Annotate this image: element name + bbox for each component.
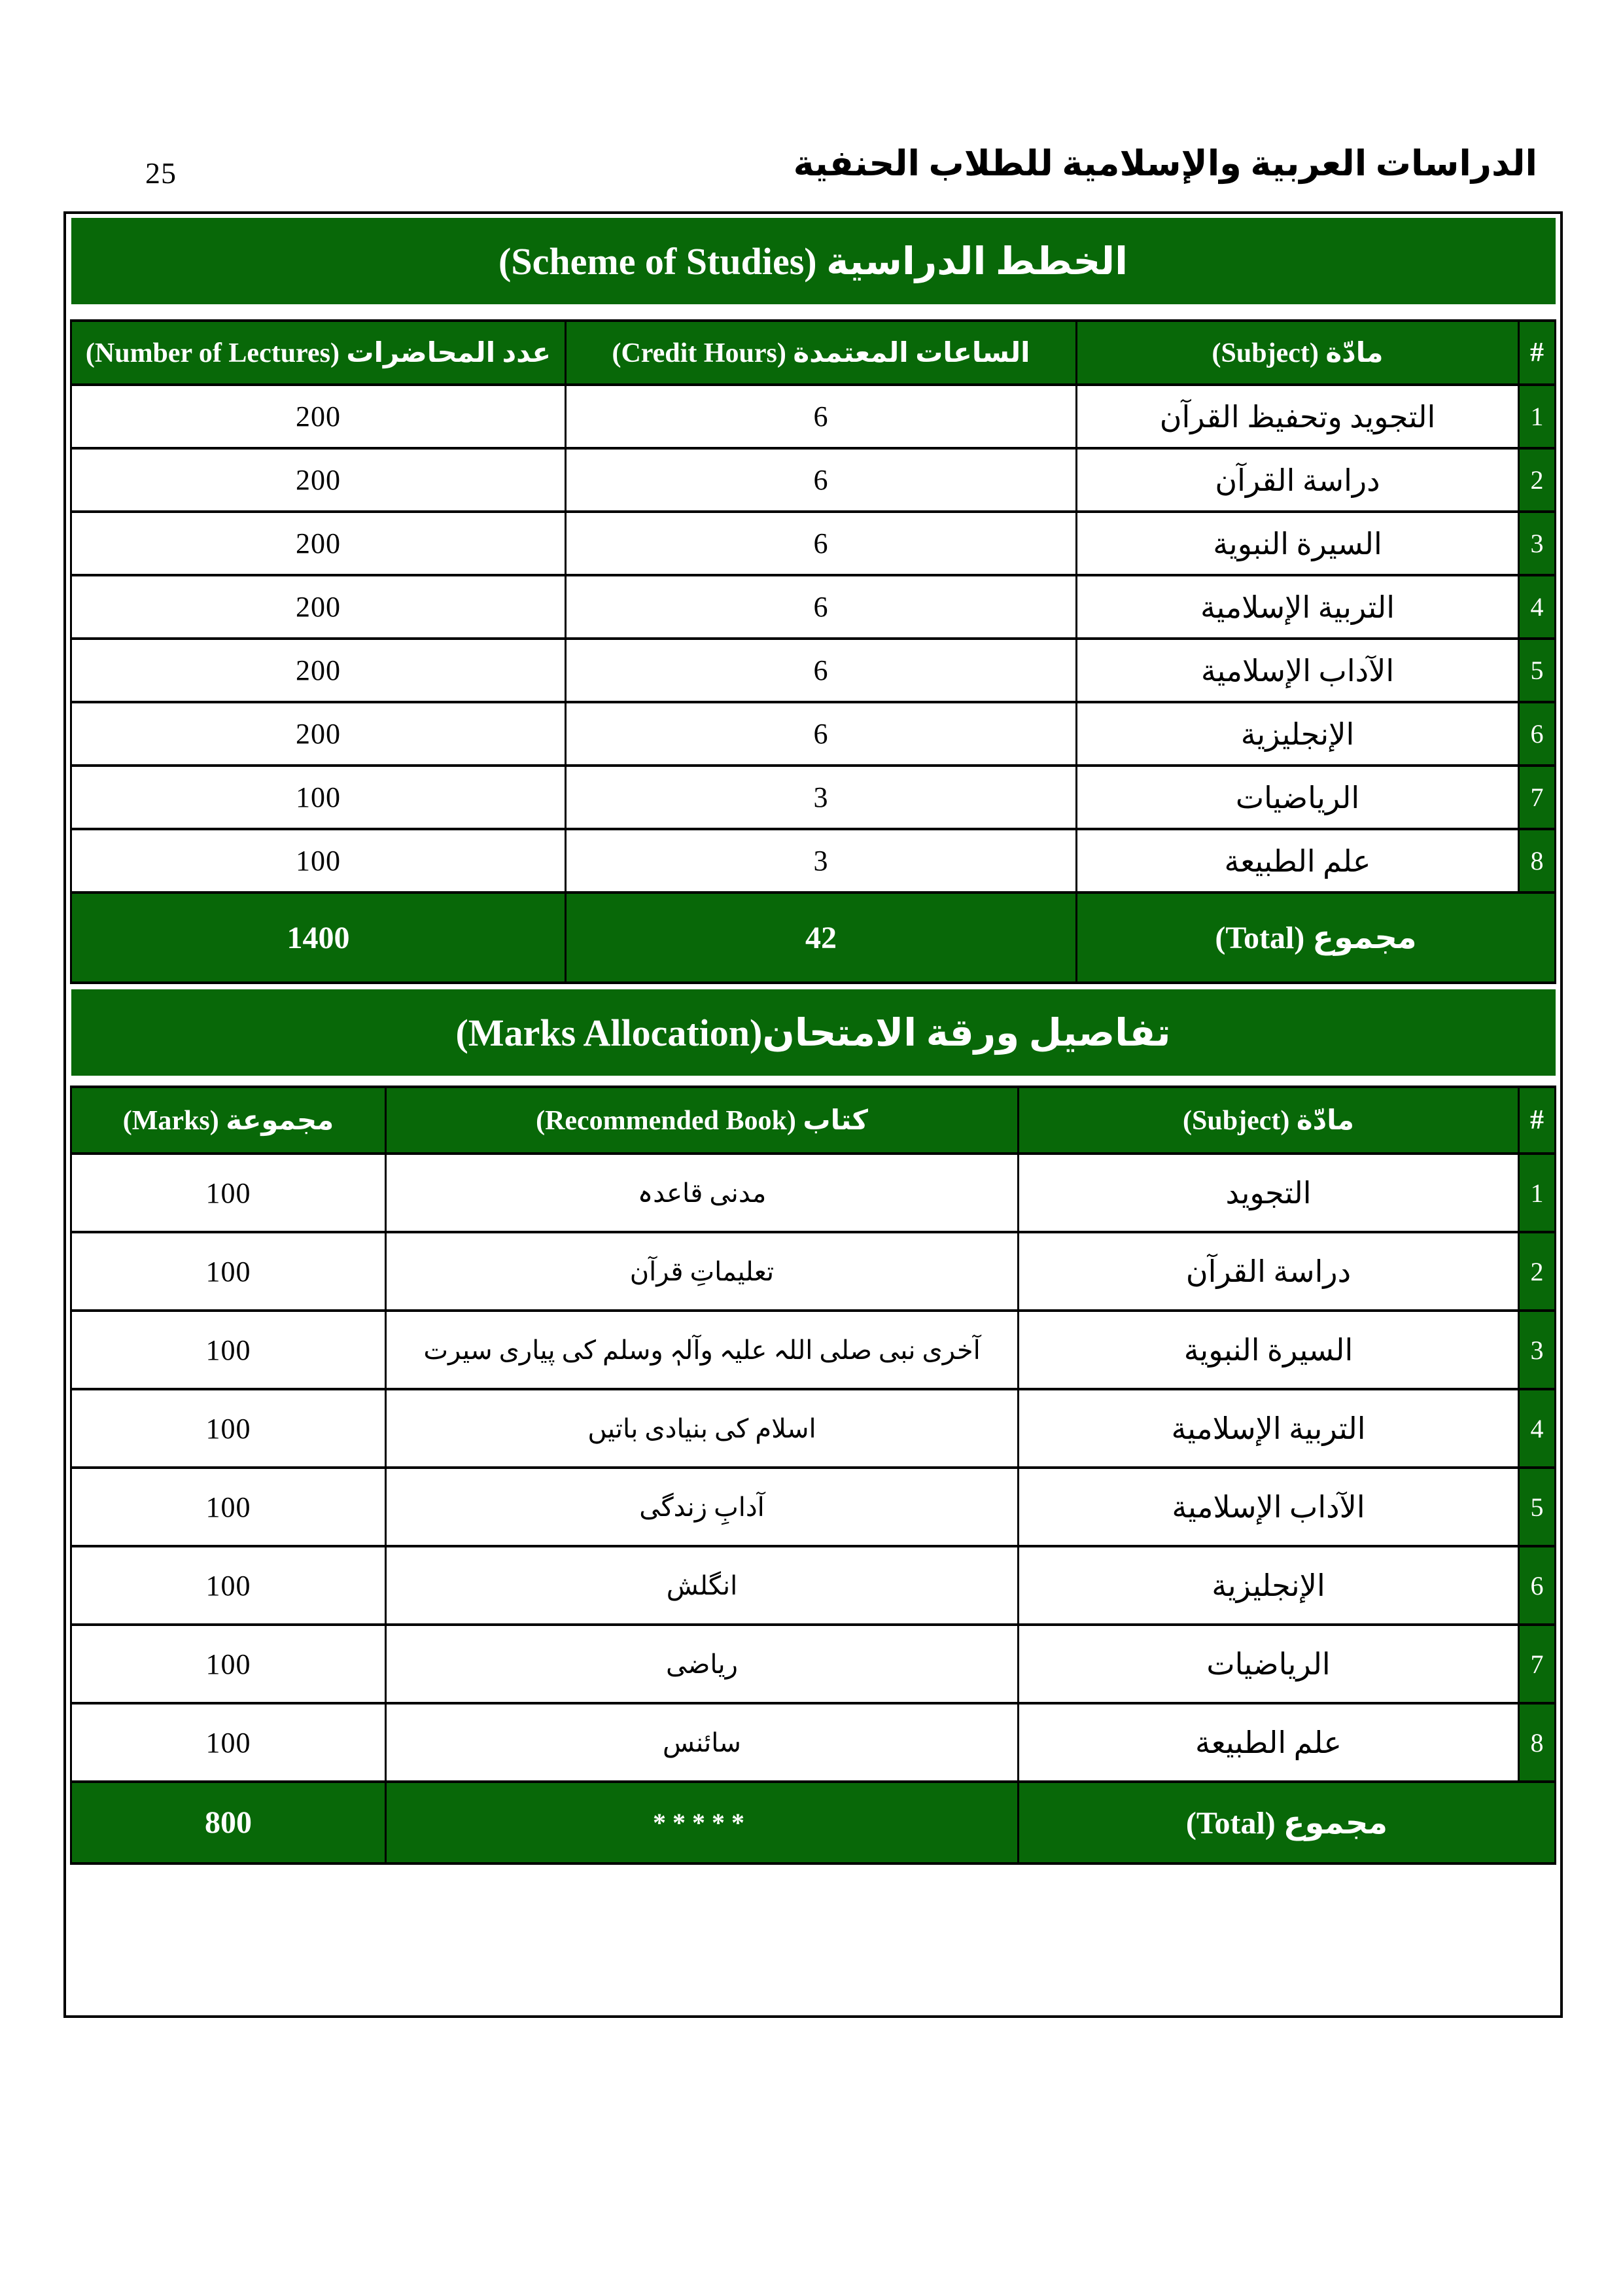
row-number: 3 — [1519, 512, 1556, 575]
credit-hours-cell: 3 — [566, 829, 1077, 892]
row-number: 8 — [1519, 1703, 1556, 1782]
credit-hours-cell: 6 — [566, 575, 1077, 639]
total-book-placeholder: ***** — [386, 1782, 1019, 1863]
table-row — [71, 385, 1556, 448]
table-row — [71, 1546, 1556, 1625]
table-row — [71, 1311, 1556, 1389]
marks-cell: 100 — [71, 1468, 386, 1546]
subject-cell: التربية الإسلامية — [1019, 1389, 1519, 1468]
row-number: 5 — [1519, 639, 1556, 702]
row-number: 2 — [1519, 448, 1556, 512]
book-cell: اسلام کی بنیادی باتیں — [386, 1389, 1019, 1468]
scheme-of-studies-title-band: الخطط الدراسية (Scheme of Studies) — [71, 218, 1556, 304]
subject-cell: الإنجليزية — [1077, 702, 1519, 766]
row-number: 6 — [1519, 1546, 1556, 1625]
row-number: 5 — [1519, 1468, 1556, 1546]
column-header-lectures: عدد المحاضرات (Number of Lectures) — [71, 321, 566, 385]
book-cell: سائنس — [386, 1703, 1019, 1782]
table-row — [71, 766, 1556, 829]
total-credit-hours: 42 — [566, 892, 1077, 983]
table-row — [71, 1625, 1556, 1703]
total-lectures: 1400 — [71, 892, 566, 983]
credit-hours-cell: 6 — [566, 512, 1077, 575]
row-number: 8 — [1519, 829, 1556, 892]
lectures-cell: 200 — [71, 512, 566, 575]
subject-cell: دراسة القرآن — [1019, 1232, 1519, 1311]
row-number: 2 — [1519, 1232, 1556, 1311]
book-cell: ریاضی — [386, 1625, 1019, 1703]
column-header-subject: مادّة (Subject) — [1077, 321, 1519, 385]
book-cell: انگلش — [386, 1546, 1019, 1625]
table-header-row — [71, 1087, 1556, 1154]
row-number: 6 — [1519, 702, 1556, 766]
lectures-cell: 200 — [71, 385, 566, 448]
scheme-of-studies-table — [70, 319, 1556, 984]
book-cell: آخری نبی صلی اللہ علیہ وآلہٖ وسلم کی پیاری سیرت — [386, 1311, 1019, 1389]
column-header-subject: مادّة (Subject) — [1019, 1087, 1519, 1154]
subject-cell: علم الطبيعة — [1077, 829, 1519, 892]
column-header-book: كتاب (Recommended Book) — [386, 1087, 1019, 1154]
subject-cell: الآداب الإسلامية — [1019, 1468, 1519, 1546]
lectures-cell: 200 — [71, 702, 566, 766]
row-number: 7 — [1519, 1625, 1556, 1703]
column-header-marks: مجموعة (Marks) — [71, 1087, 386, 1154]
table-row — [71, 1389, 1556, 1468]
subject-cell: التجويد وتحفيظ القرآن — [1077, 385, 1519, 448]
marks-cell: 100 — [71, 1546, 386, 1625]
row-number: 1 — [1519, 1154, 1556, 1232]
marks-cell: 100 — [71, 1311, 386, 1389]
subject-cell: الإنجليزية — [1019, 1546, 1519, 1625]
subject-cell: التجويد — [1019, 1154, 1519, 1232]
row-number: 1 — [1519, 385, 1556, 448]
book-cell: مدنی قاعدہ — [386, 1154, 1019, 1232]
subject-cell: علم الطبيعة — [1019, 1703, 1519, 1782]
marks-cell: 100 — [71, 1389, 386, 1468]
table-row — [71, 829, 1556, 892]
subject-cell: الرياضيات — [1077, 766, 1519, 829]
lectures-cell: 100 — [71, 829, 566, 892]
subject-cell: التربية الإسلامية — [1077, 575, 1519, 639]
table-row — [71, 575, 1556, 639]
marks-cell: 100 — [71, 1232, 386, 1311]
total-marks: 800 — [71, 1782, 386, 1863]
column-header-credit-hours: الساعات المعتمدة (Credit Hours) — [566, 321, 1077, 385]
table-row — [71, 639, 1556, 702]
table-header-row — [71, 321, 1556, 385]
lectures-cell: 200 — [71, 639, 566, 702]
table-row — [71, 702, 1556, 766]
content-border-box — [63, 211, 1563, 2018]
marks-allocation-title-band: تفاصيل ورقة الامتحان(Marks Allocation) — [71, 989, 1556, 1076]
subject-cell: السيرة النبوية — [1077, 512, 1519, 575]
document-title: الدراسات العربية والإسلامية للطلاب الحنفية — [793, 144, 1537, 183]
subject-cell: السيرة النبوية — [1019, 1311, 1519, 1389]
table-row — [71, 1154, 1556, 1232]
table-row — [71, 448, 1556, 512]
lectures-cell: 100 — [71, 766, 566, 829]
credit-hours-cell: 6 — [566, 448, 1077, 512]
column-header-number: # — [1519, 321, 1556, 385]
subject-cell: الآداب الإسلامية — [1077, 639, 1519, 702]
marks-cell: 100 — [71, 1154, 386, 1232]
total-label: مجموع (Total) — [1077, 892, 1556, 983]
subject-cell: دراسة القرآن — [1077, 448, 1519, 512]
table-row — [71, 1232, 1556, 1311]
row-number: 3 — [1519, 1311, 1556, 1389]
table-row — [71, 1468, 1556, 1546]
total-row — [71, 1782, 1556, 1863]
lectures-cell: 200 — [71, 575, 566, 639]
book-cell: آدابِ زندگی — [386, 1468, 1019, 1546]
subject-cell: الرياضيات — [1019, 1625, 1519, 1703]
row-number: 4 — [1519, 575, 1556, 639]
table-row — [71, 1703, 1556, 1782]
row-number: 7 — [1519, 766, 1556, 829]
marks-cell: 100 — [71, 1703, 386, 1782]
page-number: 25 — [145, 156, 177, 190]
book-cell: تعلیماتِ قرآن — [386, 1232, 1019, 1311]
column-header-number: # — [1519, 1087, 1556, 1154]
credit-hours-cell: 6 — [566, 385, 1077, 448]
row-number: 4 — [1519, 1389, 1556, 1468]
marks-cell: 100 — [71, 1625, 386, 1703]
total-label: مجموع (Total) — [1019, 1782, 1556, 1863]
credit-hours-cell: 3 — [566, 766, 1077, 829]
credit-hours-cell: 6 — [566, 639, 1077, 702]
credit-hours-cell: 6 — [566, 702, 1077, 766]
table-row — [71, 512, 1556, 575]
lectures-cell: 200 — [71, 448, 566, 512]
total-row — [71, 892, 1556, 983]
marks-allocation-table — [70, 1086, 1556, 1865]
